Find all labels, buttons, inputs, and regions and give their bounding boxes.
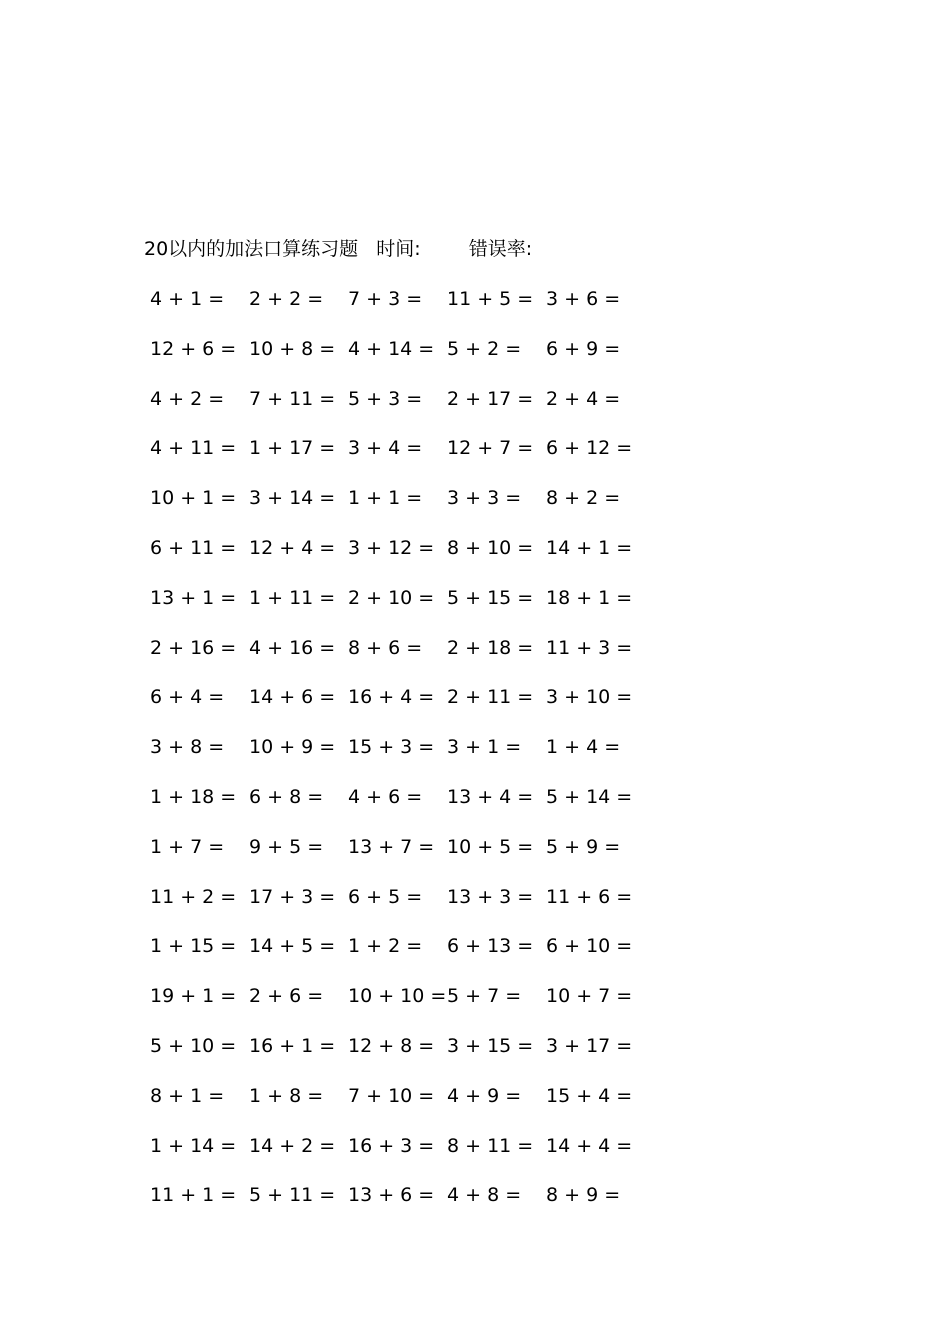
addition-problem: 7 + 11 = (249, 387, 336, 410)
addition-problem: 8 + 1 = (150, 1084, 225, 1107)
addition-problem: 15 + 4 = (546, 1084, 633, 1107)
addition-problem: 1 + 14 = (150, 1134, 237, 1157)
problem-row (0, 1182, 950, 1232)
addition-problem: 17 + 3 = (249, 885, 336, 908)
addition-problem: 9 + 5 = (249, 835, 324, 858)
addition-problem: 2 + 4 = (546, 387, 621, 410)
addition-problem: 1 + 11 = (249, 586, 336, 609)
addition-problem: 3 + 4 = (348, 437, 423, 460)
addition-problem: 14 + 4 = (546, 1134, 633, 1157)
problem-row (0, 1033, 950, 1083)
addition-problem: 12 + 4 = (249, 536, 336, 559)
addition-problem: 10 + 10 = (348, 985, 447, 1008)
addition-problem: 4 + 6 = (348, 785, 423, 808)
addition-problem: 19 + 1 = (150, 985, 237, 1008)
problem-row (0, 1083, 950, 1133)
addition-problem: 11 + 1 = (150, 1184, 237, 1207)
addition-problem: 4 + 11 = (150, 437, 237, 460)
addition-problem: 8 + 10 = (447, 536, 534, 559)
addition-problem: 1 + 15 = (150, 935, 237, 958)
addition-problem: 6 + 10 = (546, 935, 633, 958)
addition-problem: 2 + 17 = (447, 387, 534, 410)
addition-problem: 4 + 1 = (150, 288, 225, 310)
addition-problem: 14 + 1 = (546, 536, 633, 559)
problem-row (0, 336, 950, 386)
worksheet-header (144, 236, 532, 262)
addition-problem: 1 + 17 = (249, 437, 336, 460)
addition-problem: 1 + 1 = (348, 487, 423, 510)
addition-problem: 12 + 8 = (348, 1034, 435, 1057)
addition-problem: 13 + 3 = (447, 885, 534, 908)
addition-problem: 16 + 1 = (249, 1034, 336, 1057)
error-rate-label: 错误率: (468, 238, 533, 260)
addition-problem: 7 + 10 = (348, 1084, 435, 1107)
addition-problem: 12 + 6 = (150, 337, 237, 360)
addition-problem: 3 + 3 = (447, 487, 522, 510)
addition-problem: 2 + 10 = (348, 586, 435, 609)
addition-problem: 10 + 8 = (249, 337, 336, 360)
addition-problem: 3 + 10 = (546, 686, 633, 709)
addition-problem: 14 + 6 = (249, 686, 336, 709)
addition-problem: 11 + 3 = (546, 636, 633, 659)
addition-problem: 1 + 18 = (150, 785, 237, 808)
problem-row (0, 684, 950, 734)
problem-row (0, 834, 950, 884)
addition-problem: 5 + 14 = (546, 785, 633, 808)
addition-problem: 14 + 2 = (249, 1134, 336, 1157)
addition-problem: 5 + 3 = (348, 387, 423, 410)
addition-problem: 1 + 7 = (150, 835, 225, 858)
addition-problem: 18 + 1 = (546, 586, 633, 609)
addition-problem: 14 + 5 = (249, 935, 336, 958)
addition-problem: 2 + 2 = (249, 288, 324, 310)
addition-problem: 1 + 4 = (546, 736, 621, 759)
addition-problem: 13 + 4 = (447, 785, 534, 808)
problem-row (0, 485, 950, 535)
addition-problem: 11 + 2 = (150, 885, 237, 908)
addition-problem: 2 + 16 = (150, 636, 237, 659)
addition-problem: 3 + 6 = (546, 288, 621, 310)
addition-problem: 10 + 1 = (150, 487, 237, 510)
addition-problem: 10 + 5 = (447, 835, 534, 858)
addition-problem: 3 + 1 = (447, 736, 522, 759)
addition-problem: 3 + 14 = (249, 487, 336, 510)
addition-problem: 10 + 9 = (249, 736, 336, 759)
problem-row (0, 386, 950, 436)
time-label: 时间: (376, 238, 421, 260)
addition-problem: 15 + 3 = (348, 736, 435, 759)
addition-problem: 12 + 7 = (447, 437, 534, 460)
addition-problem: 3 + 8 = (150, 736, 225, 759)
addition-problem: 2 + 18 = (447, 636, 534, 659)
addition-problem: 13 + 1 = (150, 586, 237, 609)
addition-problem: 6 + 4 = (150, 686, 225, 709)
problem-grid (0, 286, 950, 1232)
addition-problem: 2 + 11 = (447, 686, 534, 709)
problem-row (0, 585, 950, 635)
addition-problem: 8 + 9 = (546, 1184, 621, 1207)
addition-problem: 6 + 13 = (447, 935, 534, 958)
addition-problem: 10 + 7 = (546, 985, 633, 1008)
addition-problem: 6 + 9 = (546, 337, 621, 360)
problem-row (0, 1133, 950, 1183)
problem-row (0, 535, 950, 585)
addition-problem: 11 + 5 = (447, 288, 534, 310)
addition-problem: 7 + 3 = (348, 288, 423, 310)
problem-row (0, 933, 950, 983)
addition-problem: 5 + 2 = (447, 337, 522, 360)
addition-problem: 8 + 2 = (546, 487, 621, 510)
addition-problem: 6 + 11 = (150, 536, 237, 559)
addition-problem: 1 + 8 = (249, 1084, 324, 1107)
addition-problem: 4 + 2 = (150, 387, 225, 410)
addition-problem: 3 + 12 = (348, 536, 435, 559)
addition-problem: 13 + 7 = (348, 835, 435, 858)
addition-problem: 1 + 2 = (348, 935, 423, 958)
addition-problem: 5 + 7 = (447, 985, 522, 1008)
addition-problem: 5 + 15 = (447, 586, 534, 609)
addition-problem: 5 + 11 = (249, 1184, 336, 1207)
problem-row (0, 784, 950, 834)
addition-problem: 16 + 4 = (348, 686, 435, 709)
addition-problem: 3 + 17 = (546, 1034, 633, 1057)
worksheet-title: 20以内的加法口算练习题 (144, 238, 359, 260)
addition-problem: 5 + 10 = (150, 1034, 237, 1057)
addition-problem: 2 + 6 = (249, 985, 324, 1008)
addition-problem: 16 + 3 = (348, 1134, 435, 1157)
addition-problem: 4 + 14 = (348, 337, 435, 360)
addition-problem: 6 + 12 = (546, 437, 633, 460)
addition-problem: 11 + 6 = (546, 885, 633, 908)
problem-row (0, 884, 950, 934)
addition-problem: 6 + 8 = (249, 785, 324, 808)
problem-row (0, 286, 950, 336)
addition-problem: 4 + 8 = (447, 1184, 522, 1207)
addition-problem: 5 + 9 = (546, 835, 621, 858)
addition-problem: 3 + 15 = (447, 1034, 534, 1057)
addition-problem: 13 + 6 = (348, 1184, 435, 1207)
problem-row (0, 983, 950, 1033)
problem-row (0, 435, 950, 485)
addition-problem: 4 + 9 = (447, 1084, 522, 1107)
addition-problem: 8 + 6 = (348, 636, 423, 659)
problem-row (0, 635, 950, 685)
problem-row (0, 734, 950, 784)
addition-problem: 4 + 16 = (249, 636, 336, 659)
addition-problem: 8 + 11 = (447, 1134, 534, 1157)
addition-problem: 6 + 5 = (348, 885, 423, 908)
